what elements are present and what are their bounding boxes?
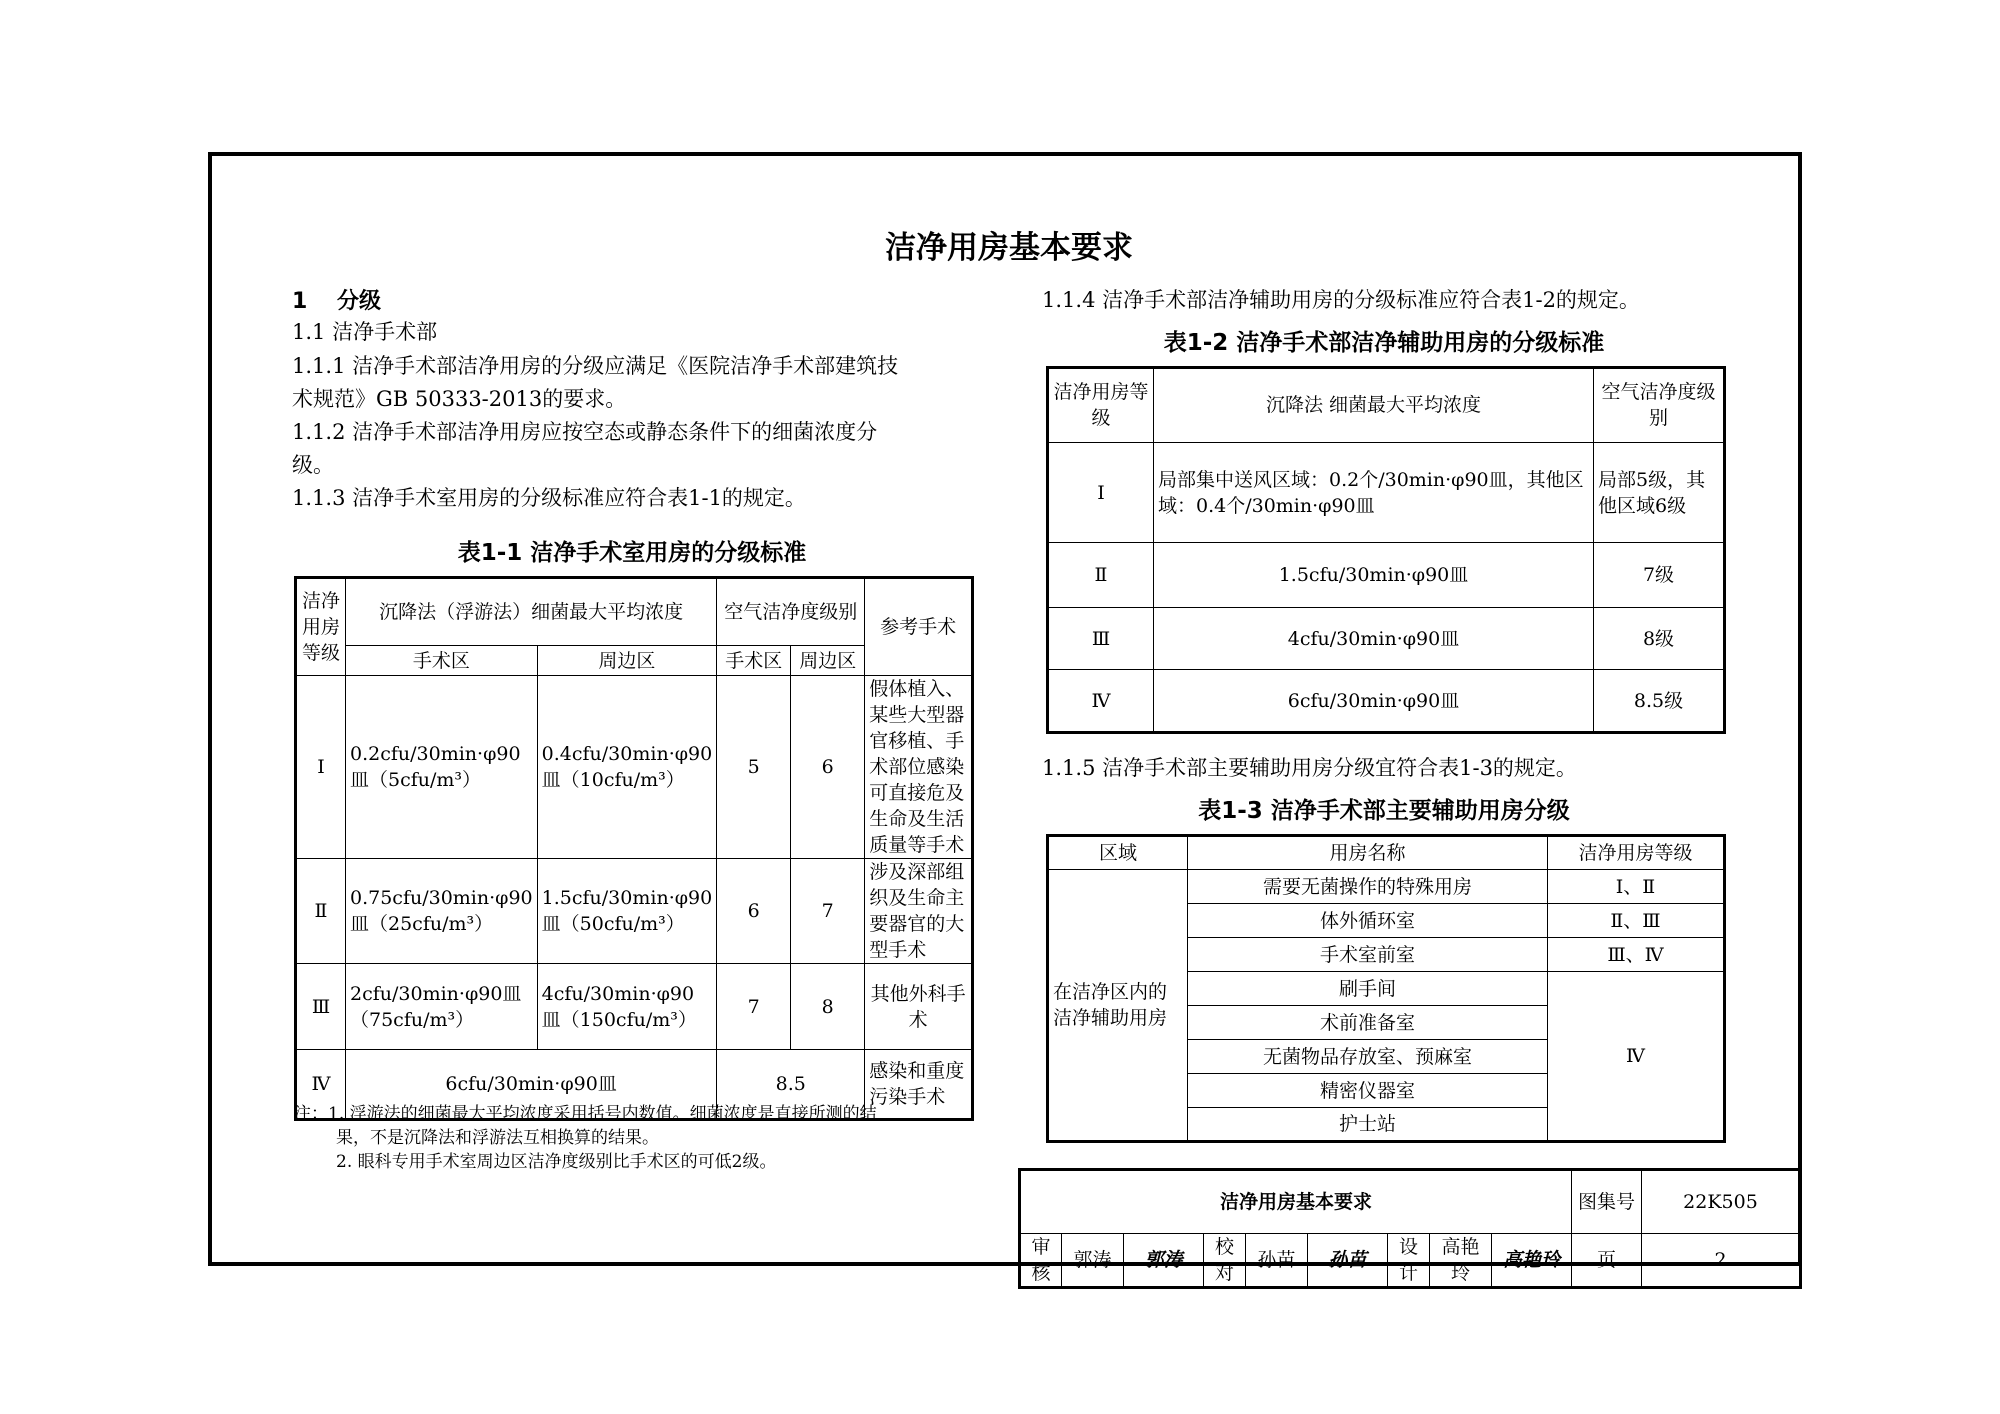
t3-room-1: 需要无菌操作的特殊用房 bbox=[1188, 870, 1548, 904]
t2-r3-air: 8级 bbox=[1594, 607, 1725, 670]
t1-r2-sur: 1.5cfu/30min·φ90皿（50cfu/m³） bbox=[537, 859, 717, 964]
table-1-3 bbox=[1046, 834, 1726, 1143]
t3-room-4: 刷手间 bbox=[1188, 972, 1548, 1006]
t1-header-grade: 洁净用房等级 bbox=[296, 578, 346, 676]
t1-r3-air1: 7 bbox=[717, 964, 791, 1050]
t1-r1-grade: Ⅰ bbox=[296, 676, 346, 859]
page-number: 2 bbox=[1642, 1234, 1801, 1288]
t3-room-3: 手术室前室 bbox=[1188, 938, 1548, 972]
title-block bbox=[1018, 1168, 1802, 1289]
t1-header-air: 空气洁净度级别 bbox=[717, 578, 865, 646]
t2-r4-grade: Ⅳ bbox=[1048, 670, 1154, 733]
note-1-line1: 注：1. 浮游法的细菌最大平均浓度采用括号内数值。细菌浓度是直接所测的结 bbox=[294, 1104, 877, 1124]
t1-r2-op: 0.75cfu/30min·φ90皿（25cfu/m³） bbox=[346, 859, 538, 964]
clause-1-1-5: 1.1.5 洁净手术部主要辅助用房分级宜符合表1-3的规定。 bbox=[1042, 756, 1577, 780]
t3-room-7: 精密仪器室 bbox=[1188, 1074, 1548, 1108]
t3-room-5: 术前准备室 bbox=[1188, 1006, 1548, 1040]
t3-room-8: 护士站 bbox=[1188, 1108, 1548, 1142]
table-1-2 bbox=[1046, 366, 1726, 734]
t1-r3-sur: 4cfu/30min·φ90皿（150cfu/m³） bbox=[537, 964, 717, 1050]
clause-1-1-4: 1.1.4 洁净手术部洁净辅助用房的分级标准应符合表1-2的规定。 bbox=[1042, 288, 1640, 312]
t1-r1-air2: 6 bbox=[791, 676, 865, 859]
section-heading: 1 分级 bbox=[292, 289, 381, 314]
t3-level-4: Ⅳ bbox=[1548, 972, 1725, 1142]
t1-r2-grade: Ⅱ bbox=[296, 859, 346, 964]
designer-signature: 高艳玲 bbox=[1492, 1234, 1572, 1288]
t1-r3-ref: 其他外科手术 bbox=[865, 964, 973, 1050]
t2-header-air: 空气洁净度级别 bbox=[1594, 368, 1725, 443]
t3-header-area: 区域 bbox=[1048, 836, 1188, 870]
page-title: 洁净用房基本要求 bbox=[885, 230, 1133, 266]
subsection-heading: 1.1 洁净手术部 bbox=[292, 320, 438, 344]
clause-1-1-1-line2: 术规范》GB 50333-2013的要求。 bbox=[292, 387, 627, 411]
t2-r2-value: 1.5cfu/30min·φ90皿 bbox=[1154, 543, 1594, 608]
title-block-name: 洁净用房基本要求 bbox=[1020, 1170, 1572, 1234]
clause-1-1-2-line2: 级。 bbox=[292, 453, 334, 477]
t2-r1-value: 局部集中送风区域：0.2个/30min·φ90皿，其他区域：0.4个/30min·φ90皿 bbox=[1154, 442, 1594, 543]
t2-r3-value: 4cfu/30min·φ90皿 bbox=[1154, 607, 1594, 670]
t1-r1-ref: 假体植入、某些大型器官移植、手术部位感染可直接危及生命及生活质量等手术 bbox=[865, 676, 973, 859]
t1-r4-air: 8.5 bbox=[717, 1050, 865, 1120]
t1-r1-sur: 0.4cfu/30min·φ90皿（10cfu/m³） bbox=[537, 676, 717, 859]
t2-header-method: 沉降法 细菌最大平均浓度 bbox=[1154, 368, 1594, 443]
t3-header-level: 洁净用房等级 bbox=[1548, 836, 1725, 870]
t2-r3-grade: Ⅲ bbox=[1048, 607, 1154, 670]
table-1-1 bbox=[294, 576, 974, 1121]
t1-r3-op: 2cfu/30min·φ90皿（75cfu/m³） bbox=[346, 964, 538, 1050]
t1-r3-air2: 8 bbox=[791, 964, 865, 1050]
page-label: 页 bbox=[1572, 1234, 1642, 1288]
t1-header-sur: 周边区 bbox=[537, 646, 717, 676]
table-1-3-caption: 表1-3 洁净手术部主要辅助用房分级 bbox=[1198, 798, 1570, 824]
t2-r2-air: 7级 bbox=[1594, 543, 1725, 608]
t1-header-op2: 手术区 bbox=[717, 646, 791, 676]
t1-r2-ref: 涉及深部组织及生命主要器官的大型手术 bbox=[865, 859, 973, 964]
t2-r4-value: 6cfu/30min·φ90皿 bbox=[1154, 670, 1594, 733]
t1-r4-value: 6cfu/30min·φ90皿 bbox=[346, 1050, 717, 1120]
t3-room-6: 无菌物品存放室、预麻室 bbox=[1188, 1040, 1548, 1074]
drawing-frame bbox=[208, 152, 1802, 1284]
t1-r4-grade: Ⅳ bbox=[296, 1050, 346, 1120]
t1-r4-ref: 感染和重度污染手术 bbox=[865, 1050, 973, 1120]
reviewer-name: 郭涛 bbox=[1062, 1234, 1124, 1288]
t1-r2-air1: 6 bbox=[717, 859, 791, 964]
check-label: 校对 bbox=[1204, 1234, 1246, 1288]
t3-header-name: 用房名称 bbox=[1188, 836, 1548, 870]
designer-name: 高艳玲 bbox=[1430, 1234, 1492, 1288]
review-label: 审核 bbox=[1020, 1234, 1062, 1288]
t3-level-2: Ⅱ、Ⅲ bbox=[1548, 904, 1725, 938]
t2-r2-grade: Ⅱ bbox=[1048, 543, 1154, 608]
t1-r1-air1: 5 bbox=[717, 676, 791, 859]
t1-header-method: 沉降法（浮游法）细菌最大平均浓度 bbox=[346, 578, 717, 646]
reviewer-signature: 郭涛 bbox=[1124, 1234, 1204, 1288]
checker-name: 孙苗 bbox=[1246, 1234, 1308, 1288]
note-1-line2: 果，不是沉降法和浮游法互相换算的结果。 bbox=[336, 1128, 659, 1148]
t2-r4-air: 8.5级 bbox=[1594, 670, 1725, 733]
note-2: 2. 眼科专用手术室周边区洁净度级别比手术区的可低2级。 bbox=[336, 1152, 777, 1172]
t1-r3-grade: Ⅲ bbox=[296, 964, 346, 1050]
design-label: 设计 bbox=[1388, 1234, 1430, 1288]
t3-room-2: 体外循环室 bbox=[1188, 904, 1548, 938]
checker-signature: 孙苗 bbox=[1308, 1234, 1388, 1288]
atlas-label: 图集号 bbox=[1572, 1170, 1642, 1234]
table-1-2-caption: 表1-2 洁净手术部洁净辅助用房的分级标准 bbox=[1163, 330, 1605, 356]
t2-r1-air: 局部5级，其他区域6级 bbox=[1594, 442, 1725, 543]
t2-r1-grade: Ⅰ bbox=[1048, 442, 1154, 543]
t1-header-ref: 参考手术 bbox=[865, 578, 973, 676]
atlas-number: 22K505 bbox=[1642, 1170, 1801, 1234]
t2-header-grade: 洁净用房等级 bbox=[1048, 368, 1154, 443]
clause-1-1-2-line1: 1.1.2 洁净手术部洁净用房应按空态或静态条件下的细菌浓度分 bbox=[292, 420, 878, 444]
t3-level-1: Ⅰ、Ⅱ bbox=[1548, 870, 1725, 904]
t1-header-op: 手术区 bbox=[346, 646, 538, 676]
clause-1-1-1-line1: 1.1.1 洁净手术部洁净用房的分级应满足《医院洁净手术部建筑技 bbox=[292, 354, 899, 378]
t3-level-3: Ⅲ、Ⅳ bbox=[1548, 938, 1725, 972]
t1-r1-op: 0.2cfu/30min·φ90皿（5cfu/m³） bbox=[346, 676, 538, 859]
table-1-1-caption: 表1-1 洁净手术室用房的分级标准 bbox=[457, 540, 807, 566]
clause-1-1-3: 1.1.3 洁净手术室用房的分级标准应符合表1-1的规定。 bbox=[292, 486, 806, 510]
t3-area: 在洁净区内的洁净辅助用房 bbox=[1048, 870, 1188, 1142]
t1-header-sur2: 周边区 bbox=[791, 646, 865, 676]
t1-r2-air2: 7 bbox=[791, 859, 865, 964]
